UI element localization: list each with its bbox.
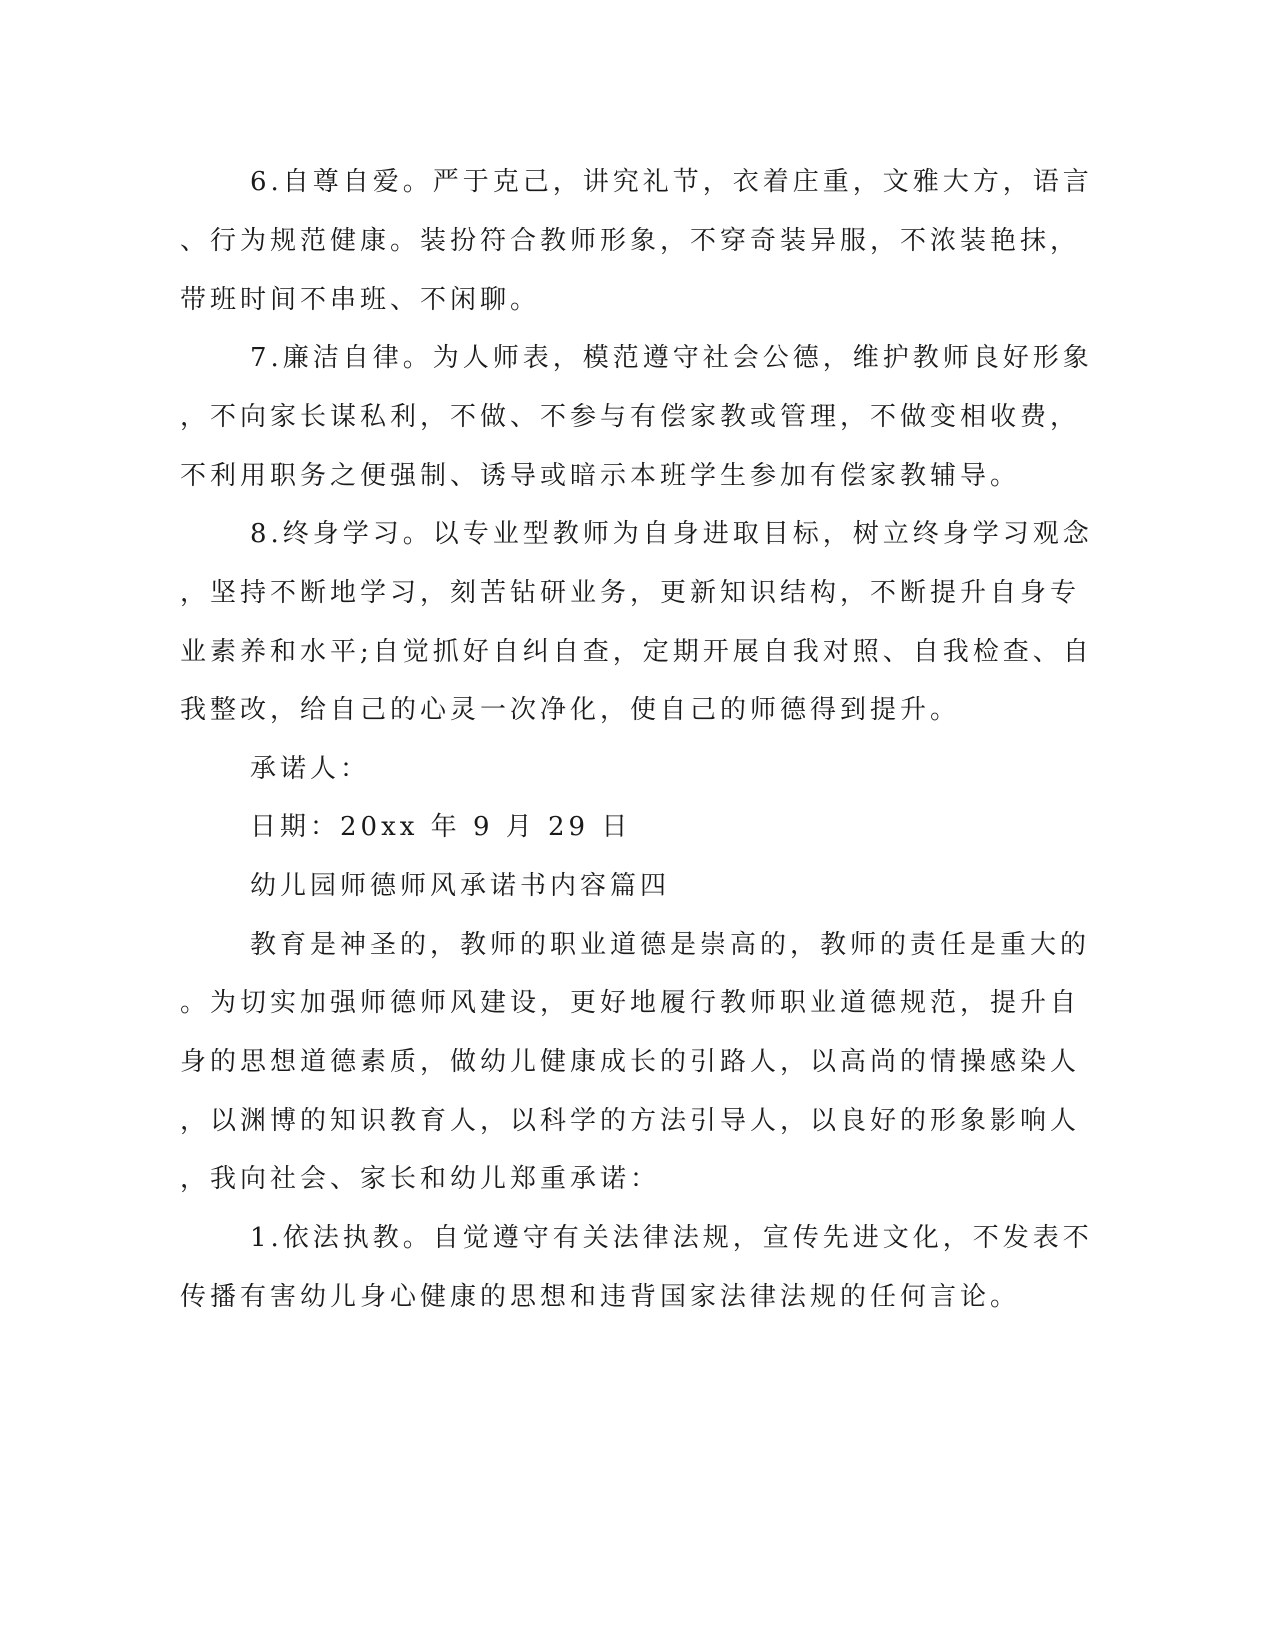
item-7-line-2: ，不向家长谋私利，不做、不参与有偿家教或管理，不做变相收费，: [180, 402, 1081, 432]
item-1-line-2: 传播有害幼儿身心健康的思想和违背国家法律法规的任何言论。: [180, 1282, 1021, 1312]
item-1-line-1: 1.依法执教。自觉遵守有关法律法规，宣传先进文化，不发表不: [250, 1223, 1093, 1253]
item-7-line-3: 不利用职务之便强制、诱导或暗示本班学生参加有偿家教辅导。: [180, 461, 1021, 491]
date-line: 日期：20xx 年 9 月 29 日: [250, 812, 632, 842]
item-8-line-4: 我整改，给自己的心灵一次净化，使自己的师德得到提升。: [180, 695, 961, 725]
intro-line-2: 。为切实加强师德师风建设，更好地履行教师职业道德规范，提升自: [180, 988, 1081, 1018]
item-8-line-1: 8.终身学习。以专业型教师为自身进取目标，树立终身学习观念: [250, 519, 1093, 549]
intro-line-3: 身的思想道德素质，做幼儿健康成长的引路人，以高尚的情操感染人: [180, 1047, 1081, 1077]
intro-line-1: 教育是神圣的，教师的职业道德是崇高的，教师的责任是重大的: [250, 930, 1091, 960]
intro-line-5: ，我向社会、家长和幼儿郑重承诺：: [180, 1164, 661, 1194]
promisor-label: 承诺人：: [250, 754, 371, 784]
item-8-line-3: 业素养和水平;自觉抓好自纠自查，定期开展自我对照、自我检查、自: [180, 637, 1093, 667]
item-6-line-2: 、行为规范健康。装扮符合教师形象，不穿奇装异服，不浓装艳抹，: [180, 226, 1081, 256]
intro-line-4: ，以渊博的知识教育人，以科学的方法引导人，以良好的形象影响人: [180, 1106, 1081, 1136]
item-6-line-3: 带班时间不串班、不闲聊。: [180, 285, 541, 315]
section-title: 幼儿园师德师风承诺书内容篇四: [250, 871, 671, 901]
item-8-line-2: ，坚持不断地学习，刻苦钻研业务，更新知识结构，不断提升自身专: [180, 578, 1081, 608]
item-6-line-1: 6.自尊自爱。严于克己，讲究礼节，衣着庄重，文雅大方，语言: [250, 167, 1093, 197]
item-7-line-1: 7.廉洁自律。为人师表，模范遵守社会公德，维护教师良好形象: [250, 343, 1093, 373]
